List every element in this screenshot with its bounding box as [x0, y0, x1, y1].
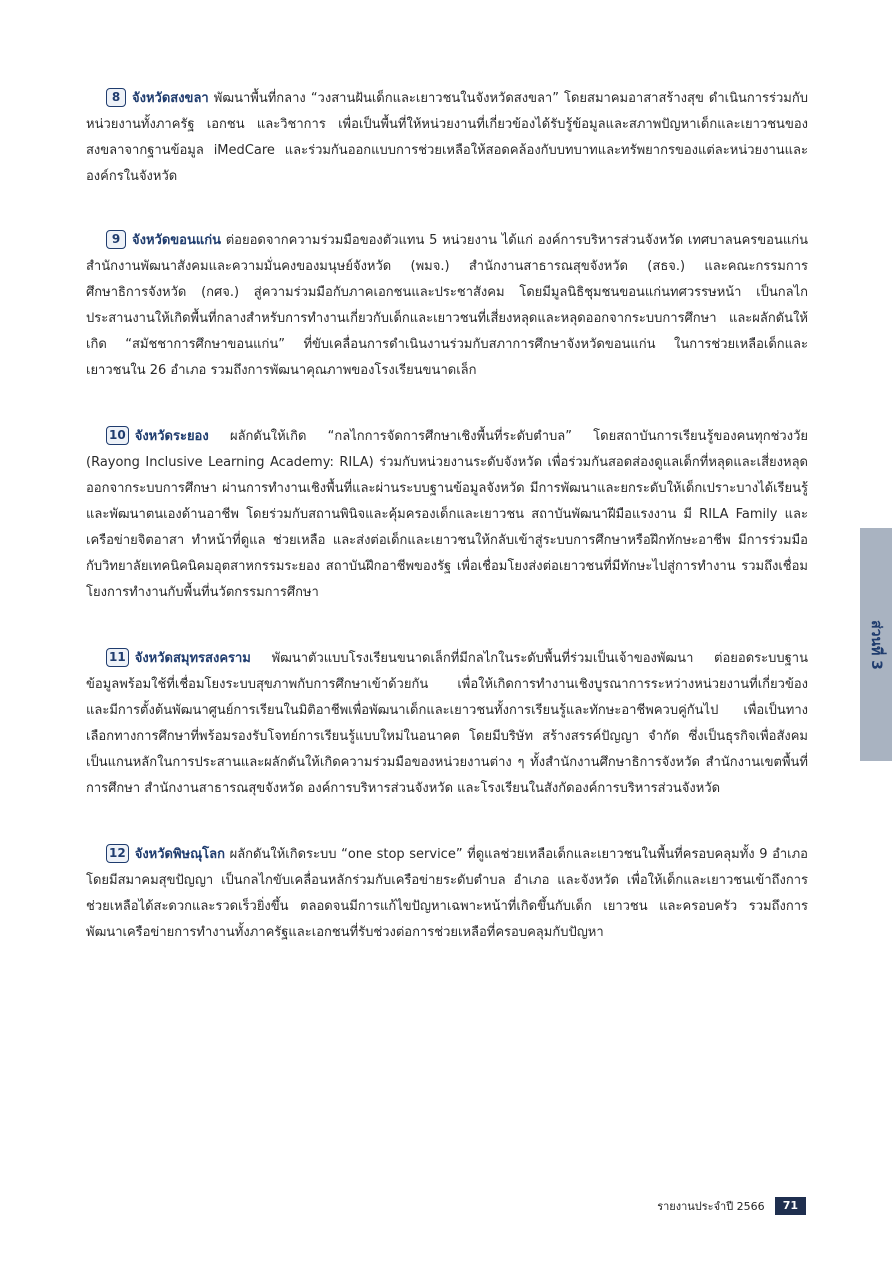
province-name: จังหวัดขอนแก่น: [132, 233, 221, 248]
section-side-tab: [860, 528, 892, 761]
entry-songkhla: [86, 86, 808, 190]
page-number: 71: [775, 1197, 806, 1215]
entry-number-badge: 12: [106, 844, 129, 863]
entry-number-badge: 9: [106, 230, 126, 249]
entry-text: ผลักดันให้เกิด “กลไกการจัดการศึกษาเชิงพื้นที่ระดับตำบล” โดยสถาบันการเรียนรู้ของคนทุกช่วงวัย (Rayong Inclusive Learning Academy: RILA) ร่วมกับหน่วยงานระดับจังหวัด เพื่อร่วมกันสอดส่องดูแลเด็กที่หลุดและเสี่ยงหลุดออกจากระบบการศึกษา ผ่านการทำงานเชิงพื้นที่และผ่านระบบฐานข้อมูลจังหวัด มีการพัฒนาและยกระดับให้เด็กเปราะบางได้เรียนรู้และพัฒนาตนเองด้านอาชีพ โดยร่วมกับสถานพินิจและคุ้มครองเด็กและเยาวชน สถาบันพัฒนาฝีมือแรงงาน มี RILA Family และเครือข่ายจิตอาสา ทำหน้าที่ดูแล ช่วยเหลือ และส่งต่อเด็กและเยาวชนให้กลับเข้าสู่ระบบการศึกษาหรือฝึกทักษะอาชีพ มีการร่วมมือกับวิทยาลัยเทคนิคนิคมอุตสาหกรรมระยอง สถาบันฝึกอาชีพของรัฐ เพื่อเชื่อมโยงส่งต่อเยาวชนที่มีทักษะไปสู่การทำงาน รวมถึงเชื่อมโยงการทำงานกับพื้นที่นวัตกรรมการศึกษา: [86, 429, 808, 600]
section-label: ส่วนที่ 3: [868, 619, 885, 670]
report-title: รายงานประจำปี 2566: [657, 1200, 765, 1213]
province-name: จังหวัดระยอง: [134, 429, 209, 444]
province-name: จังหวัดพิษณุโลก: [134, 847, 225, 862]
entry-phitsanulok: [86, 842, 808, 946]
entry-number-badge: 10: [106, 426, 129, 445]
page-footer: [657, 1197, 806, 1215]
entry-number-badge: 11: [106, 648, 129, 667]
entry-rayong: [86, 424, 808, 606]
entry-text: ต่อยอดจากความร่วมมือของตัวแทน 5 หน่วยงาน ได้แก่ องค์การบริหารส่วนจังหวัด เทศบาลนครขอนแก่น สำนักงานพัฒนาสังคมและความมั่นคงของมนุษย์จังหวัด (พมจ.) สำนักงานสาธารณสุขจังหวัด (สธจ.) และคณะกรรมการศึกษาธิการจังหวัด (กศจ.) สู่ความร่วมมือกับภาคเอกชนและประชาสังคม โดยมีมูลนิธิชุมชนขอนแก่นทศวรรษหน้า เป็นกลไกประสานงานให้เกิดพื้นที่กลางสำหรับการทำงานเกี่ยวกับเด็กและเยาวชนที่เสี่ยงหลุดและหลุดออกจากระบบการศึกษา และผลักดันให้เกิด “สมัชชาการศึกษาขอนแก่น” ที่ขับเคลื่อนการดำเนินงานร่วมกับสภาการศึกษาจังหวัดขอนแก่น ในการช่วยเหลือเด็กและเยาวชนใน 26 อำเภอ รวมถึงการพัฒนาคุณภาพของโรงเรียนขนาดเล็ก: [86, 233, 808, 378]
entry-number-badge: 8: [106, 88, 126, 107]
entry-text: พัฒนาพื้นที่กลาง “วงสานฝันเด็กและเยาวชนในจังหวัดสงขลา” โดยสมาคมอาสาสร้างสุข ดำเนินการร่วมกับหน่วยงานทั้งภาครัฐ เอกชน และวิชาการ เพื่อเป็นพื้นที่ให้หน่วยงานที่เกี่ยวข้องได้รับรู้ข้อมูลและสภาพปัญหาเด็กและเยาวชนของสงขลาจากฐานข้อมูล iMedCare และร่วมกันออกแบบการช่วยเหลือให้สอดคล้องกับบทบาทและทรัพยากรของแต่ละหน่วยงานและองค์กรในจังหวัด: [86, 91, 808, 184]
province-name: จังหวัดสงขลา: [132, 91, 209, 106]
province-name: จังหวัดสมุทรสงคราม: [134, 651, 251, 666]
entry-khon-kaen: [86, 228, 808, 384]
entry-text: ผลักดันให้เกิดระบบ “one stop service” ที่ดูแลช่วยเหลือเด็กและเยาวชนในพื้นที่ครอบคลุมทั้ง 9 อำเภอ โดยมีสมาคมสุขปัญญา เป็นกลไกขับเคลื่อนหลักร่วมกับเครือข่ายระดับตำบล อำเภอ และจังหวัด เพื่อให้เด็กและเยาวชนเข้าถึงการช่วยเหลือได้สะดวกและรวดเร็วยิ่งขึ้น ตลอดจนมีการแก้ไขปัญหาเฉพาะหน้าที่เกิดขึ้นกับเด็ก เยาวชน และครอบครัว รวมถึงการพัฒนาเครือข่ายการทำงานทั้งภาครัฐและเอกชนที่รับช่วงต่อการช่วยเหลือที่ครอบคลุมกับปัญหา: [86, 847, 808, 940]
entry-samut-songkhram: [86, 646, 808, 802]
entry-text: พัฒนาตัวแบบโรงเรียนขนาดเล็กที่มีกลไกในระดับพื้นที่ร่วมเป็นเจ้าของพัฒนา ต่อยอดระบบฐานข้อมูลพร้อมใช้ที่เชื่อมโยงระบบสุขภาพกับการศึกษาเข้าด้วยกัน เพื่อให้เกิดการทำงานเชิงบูรณาการระหว่างหน่วยงานที่เกี่ยวข้อง และมีการตั้งต้นพัฒนาศูนย์การเรียนในมิติอาชีพเพื่อพัฒนาเด็กและเยาวชนทั้งการเรียนรู้และทักษะอาชีพควบคู่กันไป เพื่อเป็นทางเลือกทางการศึกษาที่พร้อมรองรับโจทย์การเรียนรู้แบบใหม่ในอนาคต โดยมีบริษัท สร้างสรรค์ปัญญา จำกัด ซึ่งเป็นธุรกิจเพื่อสังคมเป็นแกนหลักในการประสานและผลักดันให้เกิดความร่วมมือของหน่วยงานต่าง ๆ ทั้งสำนักงานศึกษาธิการจังหวัด สำนักงานเขตพื้นที่การศึกษา สำนักงานสาธารณสุขจังหวัด องค์การบริหารส่วนจังหวัด และโรงเรียนในสังกัดองค์การบริหารส่วนจังหวัด: [86, 651, 808, 796]
document-body: [86, 86, 808, 986]
